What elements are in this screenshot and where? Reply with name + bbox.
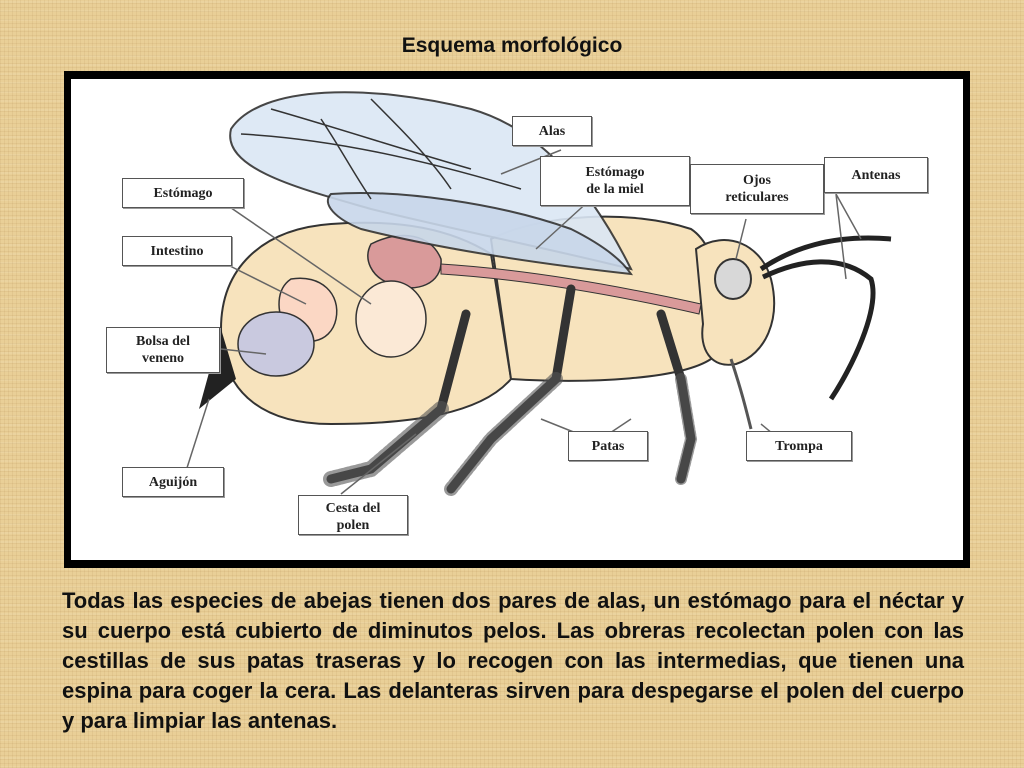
label-estomago: Estómago — [122, 178, 244, 208]
label-cesta-polen: Cesta del polen — [298, 495, 408, 535]
label-patas: Patas — [568, 431, 648, 461]
caption-text: Todas las especies de abejas tienen dos pares de alas, un estómago para el néctar y su cuerpo está cubierto de diminutos pelos. Las obreras recolectan polen con las cestillas de sus patas traseras y lo recogen con las intermedias, que tienen una espina para coger la cera. Las delanteras sirven para despegarse el polen del cuerpo y para limpiar las antenas. — [62, 588, 964, 733]
label-bolsa-veneno: Bolsa del veneno — [106, 327, 220, 373]
venom-sac — [238, 312, 314, 376]
label-intestino: Intestino — [122, 236, 232, 266]
label-estomago-miel: Estómago de la miel — [540, 156, 690, 206]
label-alas: Alas — [512, 116, 592, 146]
page-title: Esquema morfológico — [401, 34, 623, 57]
diagram-frame — [64, 71, 970, 568]
label-aguijon: Aguijón — [122, 467, 224, 497]
label-ojos-reticulares: Ojos reticulares — [690, 164, 824, 214]
bee-eye — [715, 259, 751, 299]
stomach — [356, 281, 426, 357]
label-antenas: Antenas — [824, 157, 928, 193]
label-trompa: Trompa — [746, 431, 852, 461]
